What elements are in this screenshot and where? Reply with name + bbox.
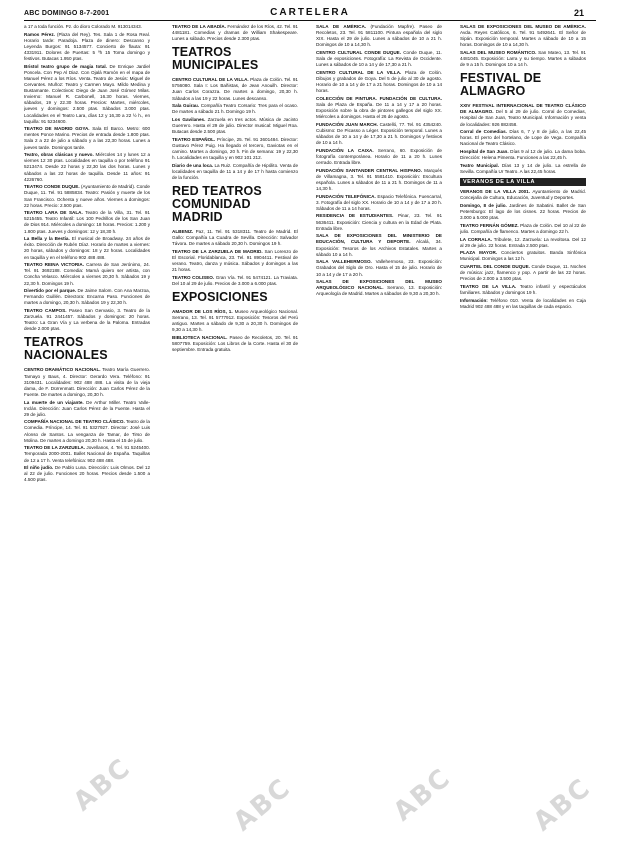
heading-exposiciones: EXPOSICIONES <box>172 290 268 305</box>
watermark: ABC <box>67 752 138 818</box>
listing-text: Paseo de Recoletos, 20. Tel. 91 5807759. Exposición: Los Libros de la Corte. Hasta el 30 de septiembre. Entrada gratuita. <box>172 335 298 353</box>
listing-text: Vallehermoso, 23. Exposición: Grabados del Siglo de Oro. Hasta el 15 de julio. Horario de 10 a 14 y de 17 a 20 h. <box>316 259 442 277</box>
listing-text: De Enrique Jardiel Poncela. Con Pep Al Diaz. Con Ojalá Ramón en el mapa de Manuel Pérez a los Ríos. Venta. Teatro de Jesús: Miguel de Cervantes. Muñoz: Teatro y Carmen Mayo. Mildo Medina y Bustamante. Colectivos: Diego de Juan José Gómez Milas. Invierno: Manuel R. Carbonell, 16.30 horas. Viernes, sábados, 19 y 22.30 horas. Precios: Martes, miércoles, jueves y domingos: 2.500 ptas. Sábados 3.000 ptas. Localidades en el Teatro Lara, días 12 y 16,30 a 22 ½ h., en taquilla: 91 5234600. <box>24 63 150 124</box>
listing-text: Teatro infantil y espectáculos familiares. Sábados y domingos 19 h. <box>460 284 586 296</box>
listing-text: Paz, 11. Tel. 91 5318311. Teatro de Madrid. El Gallo: Compañía La Cuadra de Sevilla. Dirección: Salvador Távora. De martes a sábado 20,30 h. Domingos 19 h. <box>172 229 298 247</box>
listing-entry <box>172 103 298 115</box>
listing-text: San Lorenzo de El Escorial. Floridablanca, 23. Tel. 91 8904411. Festival de verano. Teatro, danza y música. Sábados y domingos a las 21 horas. <box>172 249 298 273</box>
listing-entry <box>460 189 586 201</box>
heading-festival-almagro: FESTIVAL DE ALMAGRO <box>460 71 542 99</box>
listing-title: Bristol teatro grupo de magia total. <box>24 63 107 69</box>
listing-entry <box>24 152 150 182</box>
listing-text: Sala de Plaza de España. De 11 a 14 y 17 a 20 horas. Exposición sobre la obra de pintores gallegos del siglo XX. Miércoles a domingos. Hasta el 26 de agosto. <box>316 101 442 120</box>
issue-date: ABC DOMINGO 8-7-2001 <box>24 10 110 17</box>
listing-title: TEATRO COLISEO. <box>172 275 215 280</box>
listing-text: Plaza de Colón. Tel. 91 5756080. Sala I: Los Bañistas, de Jean Anouilh. Director: Juan Carlos Corazza. De martes a domingo, 20,30 h. Sábados a las 19 y 22 horas. Lunes descanso. <box>172 77 298 101</box>
listing-text: Sala El Barco. Metro: 600 mentes Ponce Marino. Precios de entrada desde 1.800 ptas. Sala 2 a 22 de julio a sábado y a las 22,30 horas. Lunes a jueves tarde. Domingos tarde. <box>24 126 150 150</box>
listing-entry <box>24 400 150 418</box>
listing-text: (Fundación Mapfre). Paseo de Recoletos, 23. Tel. 91 5811100. Pintura española del siglo XIX. Hasta el 29 de julio. Lunes a sábados de 10 a 21 h. Domingos de 10 a 14,30 h. <box>316 24 442 48</box>
listing-text: Días 13 y 14 de julio. La estrella de Sevilla. Compañía Ur Teatro. A las 22,45 horas. <box>460 162 586 174</box>
listing-title: ALBENIZ. <box>172 229 194 235</box>
watermark: ABC <box>227 772 298 838</box>
listing-text: Avda. Reyes Católicos, 6. Tel. 91 5492641. El Señor de Sipán. Exposición temporal. Martes a sábado de 10 a 15 horas. Domingos de 10 a 14,30 h. <box>460 30 586 48</box>
listing-text: Zarzuela en tres actos. Música de Jacinto Guerrero. Hasta el 29 de julio. Director musical: Miguel Roa. Butacas desde 2.500 ptas. <box>172 117 298 135</box>
listing-entry <box>24 32 150 62</box>
listing-entry <box>24 126 150 150</box>
column-4 <box>460 24 586 862</box>
listing-entry <box>316 24 442 48</box>
listing-title: CENTRO CULTURAL DE LA VILLA. <box>172 77 249 83</box>
listing-text: Teléfono 010. Venta de localidades en Caja Madrid 902 488 488 y en las taquillas de cada espacio. <box>460 297 586 309</box>
listing-text: Paseo San Gervasio, 3. Teatro de la Zarzuela. 91 2441457. Sábados y domingos: 20 horas. Teatro: La Gran Vía y La verbena de la Paloma. Entradas desde 2.000 ptas. <box>24 308 150 332</box>
listing-text: Miércoles 14 y lunes 12 a viernes 12 30 ptas. Localidades en taquilla o por teléfono 91 5213474. Desde 22 horas y 22,30 las dos horas. Lunes y sábados a las 22 horas de taquilla. Desde 11 años: 91 4226760. <box>24 152 150 182</box>
listing-entry <box>24 210 150 234</box>
column-1 <box>24 24 150 862</box>
listing-text: Compañía Teatro Corsario: Tres para el ocaso. De martes a sábado 21 h. Domingo 19 h. <box>172 103 298 115</box>
listing-title: TEATRO REINA VICTORIA. <box>24 262 85 268</box>
listing-text: Jardines de Sabatini. Ballet de San Petersburgo: El lago de los cisnes. 22 horas. Precios de 3.000 a 5.000 ptas. <box>460 202 586 221</box>
listing-title: TEATRO CAMPOS. <box>24 308 67 314</box>
listing-entry <box>460 264 586 282</box>
listing-entry <box>172 229 298 247</box>
listing-text: Serrano, 13. Exposición: Arqueología de Madrid. Martes a sábados de 9,30 a 20,30 h. <box>316 285 442 297</box>
listing-title: Corral de Comedias. <box>460 129 507 135</box>
listing-text: (Ayuntamiento de Madrid). Conde Duque, 11. Tel. 91 5885834. Teatro: Pasión y muerte de los San Francisco. Ochenta y nueve años. Viernes a domingos: 22 horas. Precio: 2.500 ptas. <box>24 184 150 208</box>
listing-entry <box>24 367 150 397</box>
listing-text: Días 9 al 12 de julio. La dama boba. Dirección: Helena Pimenta. Funciones a las 22,45 h. <box>460 149 586 161</box>
listing-entry <box>24 184 150 208</box>
column-3 <box>316 24 442 862</box>
listing-title: Los Gavilanes. <box>172 117 206 123</box>
listing-entry <box>316 259 442 277</box>
listing-title: Sala Guirau. <box>172 103 200 109</box>
listing-title: El niño judío. <box>24 465 54 471</box>
listing-entry <box>172 335 298 353</box>
listing-text: Jovellanos, 4. Tel. 91 5245400. Temporada 2000-2001. Ballet Nacional de España. Taquillas de 12 a 17 h. Venta telefónica: 902 488 488. <box>24 445 150 463</box>
listing-text: Conciertos gratuitos. Banda Sinfónica Municipal. Domingos a las 12 h. <box>460 250 586 262</box>
listing-text: De Jaime Salom. Con Ana Marzoa, Fernando Guillén. Directora: Encarna Paso. Funciones de martes a domingo, 20,30 h. Sábados 19 y 22,30 h. <box>24 288 150 306</box>
watermark: ABC <box>527 772 598 838</box>
listing-entry <box>24 419 150 443</box>
listing-title: TEATRO ESPAÑOL. <box>172 136 216 142</box>
listing-entry <box>316 96 442 120</box>
listing-title: Ramos Pérez. <box>24 31 55 37</box>
listing-entry <box>24 236 150 260</box>
listing-title: FUNDACIÓN JUAN MARCH. <box>316 121 378 127</box>
listing-entry <box>460 237 586 249</box>
listing-title: SALAS DE EXPOSICIONES DEL MUSEO ARQUEOLÓGICO NACIONAL. <box>316 279 442 291</box>
listing-text: Pinar, 23. Tel. 91 5636411. Exposición: Ciencia y cultura en la Edad de Plata. Entrada libre. <box>316 213 442 231</box>
listing-title: SALA DE AMÉRICA. <box>316 24 367 29</box>
listing-text: Días 6, 7 y 8 de julio, a las 22,45 horas. El perro del hortelano, de Lope de Vega. Compañía Nacional de Teatro Clásico. <box>460 129 586 147</box>
listing-title: Información: <box>460 297 488 303</box>
listing-text: Fernández de los Ríos, 42. Tel. 91 4481181. Comedias y dramas de William Shakespeare. Lunes a sábado. Precios desde 2.300 ptas. <box>172 24 298 42</box>
listing-entry <box>316 279 442 297</box>
listing-entry <box>24 64 150 125</box>
listing-entry <box>316 233 442 257</box>
listing-entry <box>172 24 298 42</box>
section-title: CARTELERA <box>270 7 350 18</box>
listing-text: Ayuntamiento de Madrid. Concejalía de Cultura, Educación, Juventud y Deportes. <box>460 189 586 201</box>
listing-entry <box>172 309 298 333</box>
listing-text: Carrera de San Jerónimo, 24. Tel. 91 3692188. Comedia: Mamá quiero ser artista, con Concha Velasco. Miércoles a viernes 20,30 h. Sábados 19 y 22,30 h. Domingos 19 h. <box>24 262 150 286</box>
listing-entry <box>460 24 586 48</box>
page-number: 21 <box>573 8 584 18</box>
listing-title: TEATRO DE MADRID GOYA. <box>24 126 90 132</box>
listing-entry <box>316 168 442 192</box>
listing-title: CENTRO DRAMÁTICO NACIONAL. <box>24 367 101 373</box>
listing-entry <box>460 298 586 310</box>
listing-title: TEATRO FERNÁN GÓMEZ. <box>460 222 519 228</box>
listing-text: Plaza de Colón. Del 10 al 22 de julio. Compañía de flamenco. Martes a domingo 22 h. <box>460 222 586 234</box>
listing-text: Plaza de Colón. Dibujos y grabados de Goya. Del 5 de julio al 30 de agosto. Horario de 10 a 14 y de 17 a 21 horas. Domingos de 10 a 14 horas. <box>316 69 442 94</box>
listing-entry <box>24 308 150 332</box>
listing-title: TEATRO DE LA ZARZUELA DE MADRID. <box>172 249 263 255</box>
listing-entry <box>24 465 150 483</box>
listing-text: San Mateo, 13. Tel. 91 4481045. Exposición: Larra y su tiempo. Martes a sábados de 9 a 15 h. Domingos 10 a 14 h. <box>460 49 586 68</box>
listing-text: Teatro de la Comedia. Príncipe, 14. Tel. 91 5327927. Director: José Luis Alonso de Santos. La venganza de Tamar, de Tirso de Molina. De martes a domingo 20,30 h. Hasta el 15 de julio. <box>24 419 150 443</box>
listing-title: Domingo, 8 de julio. <box>460 202 507 208</box>
listing-entry <box>172 137 298 161</box>
listing-title: SALAS DEL MUSEO ROMÁNTICO. <box>460 49 537 55</box>
listing-entry <box>316 70 442 94</box>
listing-title: TEATRO DE LA ABADÍA. <box>172 24 227 29</box>
listing-entry <box>316 148 442 166</box>
page-header <box>0 0 620 22</box>
listing-entry <box>460 163 586 175</box>
listing-text: Castelló, 77. Tel. 91 4354240. Cubismo: De Picasso a Léger. Exposición temporal. Lunes a sábados de 10 a 14 y de 17,30 a 21 h. Domingos y festivos de 10 a 14 h. <box>316 121 442 146</box>
listing-entry <box>172 77 298 101</box>
listing-title: FUNDACIÓN TELEFÓNICA. <box>316 193 376 199</box>
listing-title: LA CORRALA. <box>460 236 492 242</box>
listing-title: FUNDACIÓN LA CAIXA. <box>316 147 374 153</box>
heading-teatros-municipales: TEATROS MUNICIPALES <box>172 45 259 73</box>
listing-title: Hospital de San Juan. <box>460 149 509 155</box>
listing-title: COLECCIÓN DE PINTURA. FUNDACIÓN DE CULTURA. <box>316 95 442 101</box>
listing-text: El musical de Broadway. 24 años de éxito. Dirección de Rubén Díaz. Horario de martes a viernes: 20 horas, sábados y domingos: 18 y 22 horas. Localidades en taquilla y en el teléfono 902 488 488. <box>24 236 150 260</box>
listing-text: Conde Duque, 11. Sala de exposiciones. Fotografía: La Revista de Occidente. Lunes a sábados de 10 a 14 y de 17,30 a 21 h. <box>316 49 442 68</box>
listing-title: CUARTEL DEL CONDE DUQUE. <box>460 264 530 270</box>
listing-entry <box>172 249 298 273</box>
listing-entry <box>460 250 586 262</box>
listing-text: Del 5 al 29 de julio. Corral de Comedias, Hospital de San Juan, Teatro Municipal. Información y venta de localidades: 926 882458. <box>460 109 586 127</box>
listing-title: Teatro Municipal. <box>460 162 499 168</box>
listing-entry <box>460 103 586 127</box>
watermark: ABC <box>387 762 458 828</box>
listing-title: Teatro, obras clásicas y nuevo. <box>24 152 94 158</box>
listing-entry <box>460 50 586 68</box>
listing-text: La Ruiz. Compañía de Hipólito. Venta de localidades en taquilla de 11 a 14 y de 17 h hasta comienzo de la función. <box>172 162 298 181</box>
listing-text: Marqués de Villamagna, 3. Tel. 91 5581410. Exposición: Escultura española. Lunes a sábados de 11 a 21 h. Domingos de 11 a 14,30 h. <box>316 167 442 191</box>
listing-title: CENTRO CULTURAL CONDE DUQUE. <box>316 49 402 55</box>
listing-title: COMPAÑÍA NACIONAL DE TEATRO CLÁSICO. <box>24 419 125 425</box>
listing-title: La muerte de un viajante. <box>24 399 84 405</box>
listing-text: De Pablo Luna. Dirección: Luis Olmos. Del 12 al 22 de julio. Funciones 20 horas. Precios desde 1.500 a 4.500 ptas. <box>24 465 150 483</box>
listing-title: PLAZA MAYOR. <box>460 250 498 256</box>
heading-red-teatros: RED TEATROS COMUNIDAD MADRID <box>172 184 262 225</box>
listing-text: Alcalá, 34. Exposición: Tesoros de los Archivos Estatales. Martes a sábado 10 a 14 h. <box>316 239 442 257</box>
listing-text: Teatro María Guerrero. Tamayo y Baus, 4. Director: Gerardo Vera. Teléfono: 91 3109431. Localidades: 902 488 488. La visita de la vieja dama, de F. Dürrenmatt. Dirección: Juan Carlos Pérez de la Fuente. De martes a domingo, 20,30 h. <box>24 367 150 397</box>
listing-entry <box>24 445 150 463</box>
listing-entry <box>316 213 442 231</box>
listing-text: Tribulete, 12. Zarzuela: La revoltosa. Del 12 al 29 de julio. 22 horas. Entrada 2.500 ptas. <box>460 236 586 248</box>
listing-title: AMADOR DE LOS RÍOS, 1. <box>172 309 233 315</box>
listing-title: Divertido por el parque. <box>24 288 77 294</box>
listing-entry <box>24 288 150 306</box>
listing-entry <box>460 223 586 235</box>
band-veranos-villa: VERANOS DE LA VILLA <box>460 178 586 186</box>
listing-text: De Arthur Miller. Teatro Valle-Inclán. Dirección: Juan Carlos Pérez de la Fuente. Hasta el 29 de julio. <box>24 399 150 417</box>
listing-text: Gran Vía. Tel. 91 5474121. La Traviata. Del 10 al 29 de julio. Precios de 3.000 a 6.000 ptas. <box>172 275 298 287</box>
listing-entry <box>316 194 442 212</box>
listing-title: La Bella y la Bestia. <box>24 236 70 242</box>
listing-entry <box>172 275 298 287</box>
listing-title: TEATRO DE LA ZARZUELA. <box>24 445 86 451</box>
listing-entry <box>172 163 298 181</box>
listing-entry <box>460 203 586 221</box>
header-rule <box>24 20 596 21</box>
listing-title: BIBLIOTECA NACIONAL. <box>172 335 228 341</box>
listing-title: SALA VALLEHERMOSO. <box>316 259 372 265</box>
listing-entry <box>24 24 150 30</box>
listing-text: (Plaza del Rey). Tes. Sala 1 de Rosa Real. Horario tarde: Paradoja. Plaza de dinero: Descanso y Leyenda Burgos: 91 5134577. Concierto de flauta: 91 4331911. Dolores de Puertas: 5 ºh 15 Toma domingo y festivos. Butacas 1.950 ptas. <box>24 31 150 62</box>
listing-entry <box>316 122 442 146</box>
listing-entry <box>316 50 442 68</box>
listing-text: Príncipe, 25. Tel. 91 3601484. Director: Gustavo Pérez Puig. Ha llegado el tercero, Gaviotas en el camino. Martes a domingo, 20 h. Fin de semana: 19 y 22,30 h. Localidades en taquilla y en 902 101 212. <box>172 136 298 161</box>
listing-title: CENTRO CULTURAL DE LA VILLA. <box>316 69 402 75</box>
listing-text: Espacio Telefónica. Fuencarral, 3. Fotografía del siglo XX. Horario de 10 a 14 y de 17 a 20 h. Sábados de 11 a 14 horas. <box>316 193 442 211</box>
listing-entry <box>460 149 586 161</box>
listing-text: Museo Arqueológico Nacional. Serrano, 13. Tel. 91 5777912. Exposición: Tesoros del Perú antiguo. Martes a sábado de 9,30 a 20,30 h. Domingos de 9,30 a 14,30 h. <box>172 309 298 333</box>
listing-entry <box>172 117 298 135</box>
listing-entry <box>460 129 586 147</box>
listing-title: Diario de una loca. <box>172 162 214 168</box>
listing-title: SALA DE EXPOSICIONES DEL MINISTERIO DE EDUCACIÓN, CULTURA Y DEPORTE. <box>316 233 442 245</box>
heading-teatros-nacionales: TEATROS NACIONALES <box>24 335 108 363</box>
listing-text: a 17 a toda función. Pz. do dioro Colorado M. 913014343. <box>24 24 142 29</box>
listing-text: Conde Duque, 11. Noches de música: jazz, flamenco y pop. A partir de las 22 horas. Precios de 2.000 a 3.500 ptas. <box>460 264 586 282</box>
listing-title: VERANOS DE LA VILLA 2001. <box>460 189 531 195</box>
listing-title: XXIV FESTIVAL INTERNACIONAL DE TEATRO CLÁSICO DE ALMAGRO. <box>460 103 586 115</box>
listing-title: FUNDACIÓN SANTANDER CENTRAL HISPANO. <box>316 167 423 173</box>
listing-text: Teatro de la Villa, 31. Tel. 91 5215455. Teatro Infantil: Los 100 Pedrillos de los San Juan de Dios 914. Miércoles a domingo: 18 horas. Precios: 1.200 y 1.800 ptas. Jueves y domingos: 12 y 18,30 h. <box>24 210 150 234</box>
listing-entry <box>460 284 586 296</box>
listing-title: SALAS DE EXPOSICIONES DEL MUSEO DE AMÉRICA. <box>460 24 586 29</box>
listing-title: RESIDENCIA DE ESTUDIANTES. <box>316 213 394 219</box>
listing-text: Serrano, 60. Exposición de fotografía contemporánea. Horario de 11 a 20 h. Lunes cerrado. Entrada libre. <box>316 147 442 165</box>
listing-title: TEATRO LARA DE SALA. <box>24 210 83 216</box>
column-2 <box>172 24 298 862</box>
listing-title: TEATRO DE LA VILLA. <box>460 284 517 290</box>
listing-entry <box>24 262 150 286</box>
listing-title: TEATRO CONDE DUQUE. <box>24 184 80 190</box>
